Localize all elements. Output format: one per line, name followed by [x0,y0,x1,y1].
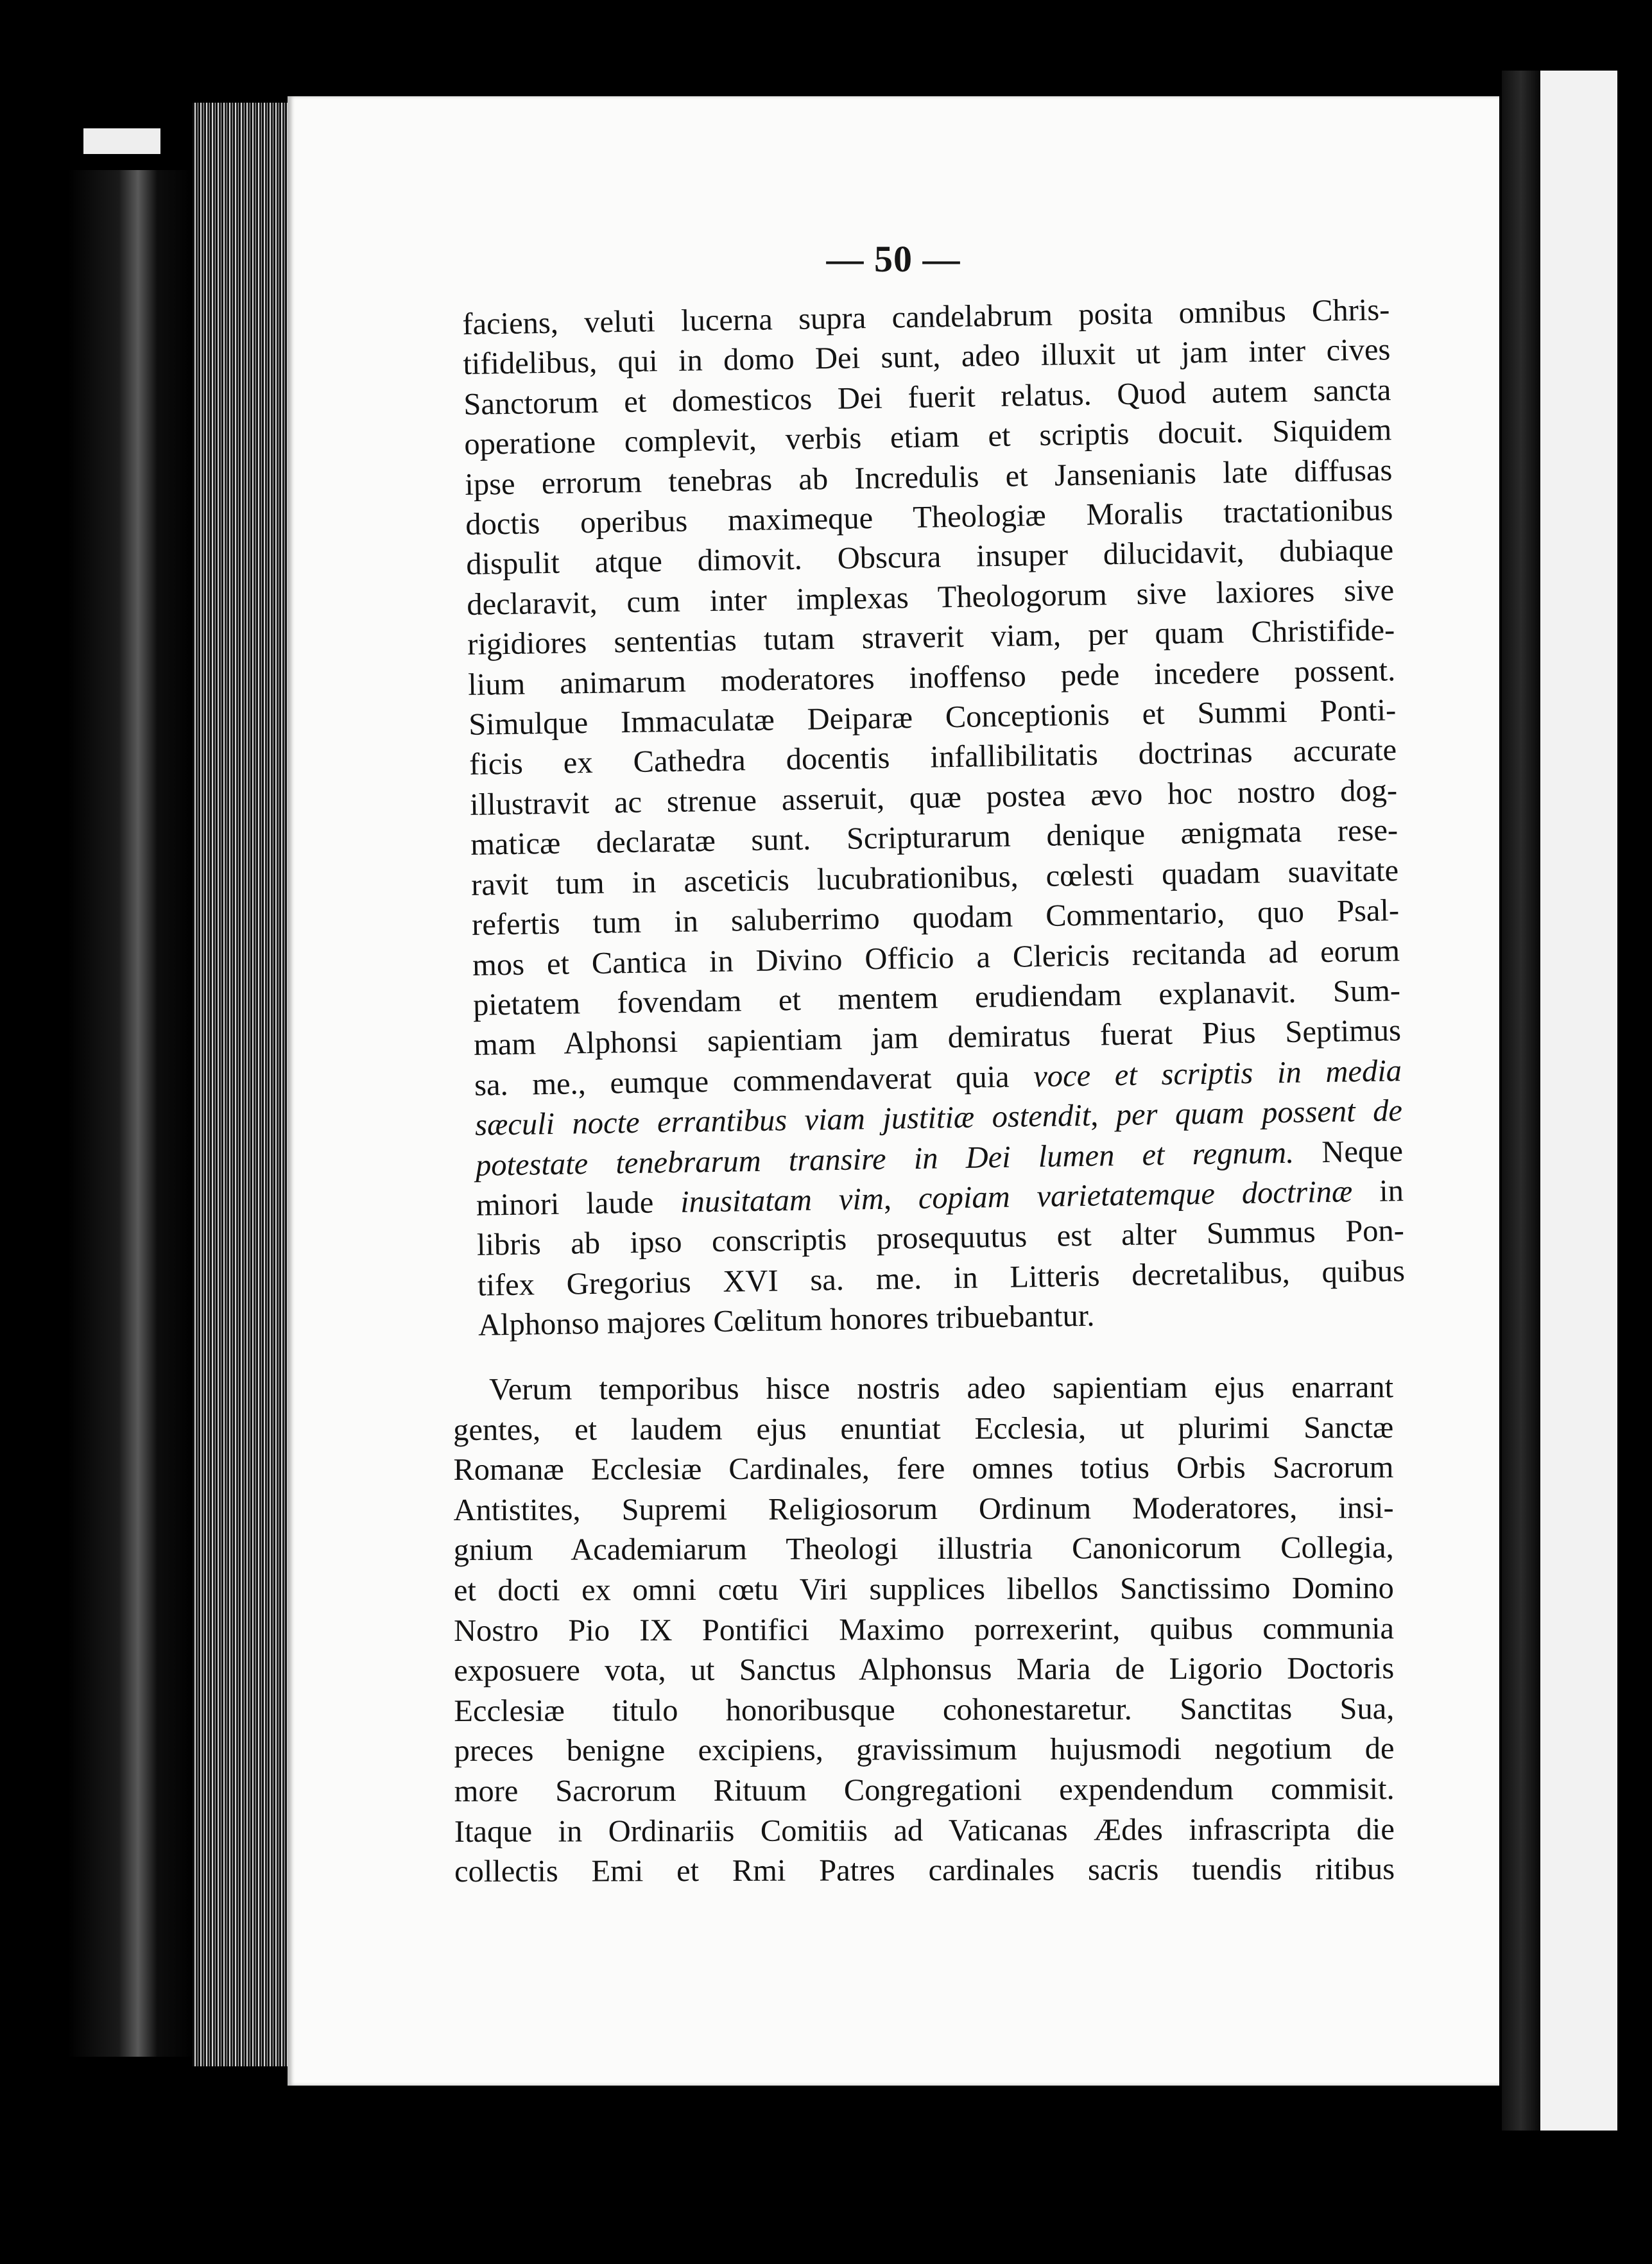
italic-quote: per quam possent de [1115,1093,1403,1133]
book-page-edges [193,103,289,2066]
text-line: illustravit ac strenue asseruit, quæ postea ævo hoc nostro dog- [469,773,1398,822]
text-line: more Sacrorum Rituum Congregationi expendendum commisit. [454,1772,1395,1808]
text-line: exposuere vota, ut Sanctus Alphonsus Maria de Ligorio Doctoris [454,1651,1395,1688]
paragraph-2 [453,1368,1395,1892]
text-line: tifex Gregorius XVI sa. me. in Litteris decretalibus, quibus [477,1253,1406,1303]
text-line: ravit tum in asceticis lucubrationibus, cœlesti quadam suavitate [470,853,1399,902]
text-line: tifidelibus, qui in domo Dei sunt, adeo illuxit ut jam inter cives [463,332,1391,382]
text-run: in [1352,1174,1404,1209]
text-line: rigidiores sententias tutam straverit viam, per quam Christifide- [467,613,1395,662]
paragraph-1 [462,290,1406,1346]
text-line: mam Alphonsi sapientiam jam demiratus fuerat Pius Septimus [473,1013,1402,1063]
italic-quote: potestate tenebrarum transire in Dei lumen et regnum. [475,1135,1295,1183]
text-line: pietatem fovendam et mentem erudiendam explanavit. Sum- [472,973,1401,1022]
text-line: Antistites, Supremi Religiosorum Ordinum Moderatores, insi- [453,1490,1394,1527]
text-line: doctis operibus maximeque Theologiæ Moralis tractationibus [465,493,1393,542]
text-line: et docti ex omni cœtu Viri supplices libellos Sanctissimo Domino [453,1571,1394,1608]
text-run: , [883,1181,919,1216]
text-line: Simulque Immaculatæ Deiparæ Conceptionis et Summi Ponti- [468,693,1397,742]
text-line: dispulit atque dimovit. Obscura insuper dilucidavit, dubiaque [465,533,1394,582]
italic-quote: inusitatam vim [680,1181,884,1219]
text-line: preces benigne excipiens, gravissimum hujusmodi negotium de [454,1731,1395,1769]
text-line: ficis ex Cathedra docentis infallibilitatis doctrinas accurate [469,733,1397,782]
italic-quote: sæculi nocte errantibus viam justitiæ ostendit [474,1098,1091,1142]
text-line: faciens, veluti lucerna supra candelabrum posita omnibus Chris- [462,293,1390,341]
text-line: operatione complevit, verbis etiam et scriptis docuit. Siquidem [464,413,1392,462]
text-line: Itaque in Ordinariis Comitiis ad Vaticanas Ædes infrascripta die [454,1812,1395,1849]
page-number: — 50 — [826,238,961,280]
text-run: sa. me., eumque commendaverat quia [474,1059,1034,1102]
text-line: lium animarum moderatores inoffenso pede incedere possent. [467,653,1396,702]
text-line: Verum temporibus hisce nostris adeo sapientiam ejus enarrant [489,1370,1394,1407]
text-line: Ecclesiæ titulo honoribusque cohonestaretur. Sanctitas Sua, [454,1691,1395,1728]
text-line: ipse errorum tenebras ab Incredulis et Jansenianis late diffusas [464,452,1393,502]
text-line: Alphonso majores Cœlitum honores tribuebantur. [478,1298,1095,1342]
text-line: Romanæ Ecclesiæ Cardinales, fere omnes totius Orbis Sacrorum [453,1450,1394,1488]
page-tab-strip [83,128,160,154]
text-run: Neque [1293,1133,1404,1170]
next-page-sliver [1540,71,1617,2131]
book-right-edge-shadow [1502,71,1540,2131]
text-line: mos et Cantica in Divino Officio a Clericis recitanda ad eorum [472,933,1400,982]
text-line: Nostro Pio IX Pontifici Maximo porrexerint, quibus communia [453,1611,1395,1648]
text-line: libris ab ipso conscriptis prosequutus est alter Summus Pon- [476,1213,1405,1263]
text-line: collectis Emi et Rmi Patres cardinales sacris tuendis ritibus [454,1852,1395,1889]
text-run: , [1090,1098,1117,1133]
text-line: maticæ declaratæ sunt. Scripturarum denique ænigmata rese- [470,813,1398,862]
text-line: refertis tum in saluberrimo quodam Commentario, quo Psal- [471,893,1400,942]
text-line: Sanctorum et domesticos Dei fuerit relatus. Quod autem sancta [463,373,1391,422]
text-run: minori laude [476,1185,681,1222]
italic-quote: copiam varietatemque doctrinæ [918,1174,1353,1215]
text-line: gentes, et laudem ejus enuntiat Ecclesia, ut plurimi Sanctæ [453,1410,1394,1447]
text-line: gnium Academiarum Theologi illustria Canonicorum Collegia, [453,1531,1394,1568]
text-line: declaravit, cum inter implexas Theologorum sive laxiores sive [466,573,1395,622]
book-spine-shadow [67,170,196,2057]
italic-quote: voce et scriptis in media [1033,1053,1402,1093]
